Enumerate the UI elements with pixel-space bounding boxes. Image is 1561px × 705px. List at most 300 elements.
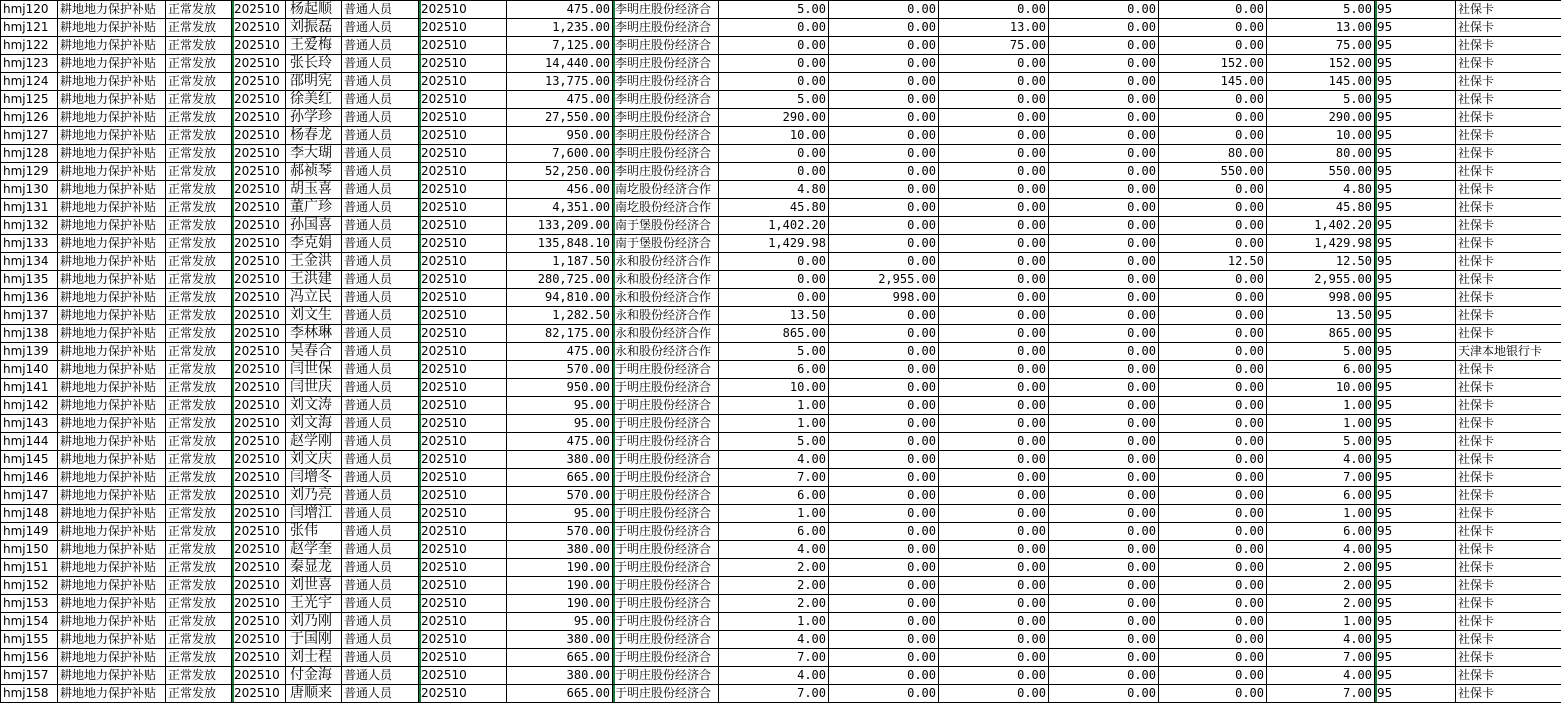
card-cell[interactable]: 社保卡 — [1456, 235, 1561, 253]
id-cell[interactable]: hmj138 — [1, 325, 58, 343]
value2-cell[interactable]: 0.00 — [829, 505, 939, 523]
status-cell[interactable]: 正常发放 — [166, 19, 232, 37]
person-type-cell[interactable]: 普通人员 — [342, 649, 419, 667]
period2-cell[interactable]: 202510 — [419, 91, 507, 109]
value3-cell[interactable]: 13.00 — [939, 19, 1049, 37]
period-cell[interactable]: 202510 — [232, 1, 286, 19]
person-type-cell[interactable]: 普通人员 — [342, 163, 419, 181]
id-cell[interactable]: hmj143 — [1, 415, 58, 433]
person-type-cell[interactable]: 普通人员 — [342, 541, 419, 559]
value4-cell[interactable]: 0.00 — [1049, 487, 1159, 505]
person-type-cell[interactable]: 普通人员 — [342, 361, 419, 379]
code-cell[interactable]: 95 — [1375, 163, 1456, 181]
amount-cell[interactable]: 52,250.00 — [507, 163, 613, 181]
period2-cell[interactable]: 202510 — [419, 613, 507, 631]
value5-cell[interactable]: 0.00 — [1159, 667, 1267, 685]
value3-cell[interactable]: 0.00 — [939, 1, 1049, 19]
card-cell[interactable]: 社保卡 — [1456, 505, 1561, 523]
id-cell[interactable]: hmj156 — [1, 649, 58, 667]
value3-cell[interactable]: 0.00 — [939, 631, 1049, 649]
value4-cell[interactable]: 0.00 — [1049, 55, 1159, 73]
subsidy-cell[interactable]: 耕地地力保护补贴 — [58, 325, 166, 343]
total-cell[interactable]: 75.00 — [1267, 37, 1375, 55]
cooperative-cell[interactable]: 于明庄股份经济合 — [613, 505, 719, 523]
value5-cell[interactable]: 0.00 — [1159, 199, 1267, 217]
subsidy-cell[interactable]: 耕地地力保护补贴 — [58, 217, 166, 235]
person-type-cell[interactable]: 普通人员 — [342, 577, 419, 595]
status-cell[interactable]: 正常发放 — [166, 415, 232, 433]
value1-cell[interactable]: 290.00 — [719, 109, 829, 127]
value2-cell[interactable]: 0.00 — [829, 595, 939, 613]
value1-cell[interactable]: 5.00 — [719, 91, 829, 109]
value1-cell[interactable]: 4.00 — [719, 667, 829, 685]
period2-cell[interactable]: 202510 — [419, 433, 507, 451]
cooperative-cell[interactable]: 南于堡股份经济合 — [613, 217, 719, 235]
id-cell[interactable]: hmj147 — [1, 487, 58, 505]
id-cell[interactable]: hmj142 — [1, 397, 58, 415]
total-cell[interactable]: 12.50 — [1267, 253, 1375, 271]
value1-cell[interactable]: 1.00 — [719, 613, 829, 631]
period-cell[interactable]: 202510 — [232, 505, 286, 523]
value4-cell[interactable]: 0.00 — [1049, 217, 1159, 235]
value5-cell[interactable]: 0.00 — [1159, 109, 1267, 127]
subsidy-cell[interactable]: 耕地地力保护补贴 — [58, 523, 166, 541]
total-cell[interactable]: 4.80 — [1267, 181, 1375, 199]
amount-cell[interactable]: 665.00 — [507, 649, 613, 667]
subsidy-cell[interactable]: 耕地地力保护补贴 — [58, 145, 166, 163]
period-cell[interactable]: 202510 — [232, 523, 286, 541]
subsidy-cell[interactable]: 耕地地力保护补贴 — [58, 55, 166, 73]
cooperative-cell[interactable]: 于明庄股份经济合 — [613, 559, 719, 577]
value3-cell[interactable]: 0.00 — [939, 685, 1049, 703]
period-cell[interactable]: 202510 — [232, 73, 286, 91]
value2-cell[interactable]: 2,955.00 — [829, 271, 939, 289]
card-cell[interactable]: 社保卡 — [1456, 613, 1561, 631]
value1-cell[interactable]: 6.00 — [719, 487, 829, 505]
person-type-cell[interactable]: 普通人员 — [342, 127, 419, 145]
value2-cell[interactable]: 0.00 — [829, 19, 939, 37]
name-cell[interactable]: 付金海 — [286, 667, 342, 685]
value5-cell[interactable]: 0.00 — [1159, 289, 1267, 307]
value3-cell[interactable]: 0.00 — [939, 595, 1049, 613]
period2-cell[interactable]: 202510 — [419, 307, 507, 325]
code-cell[interactable]: 95 — [1375, 361, 1456, 379]
name-cell[interactable]: 李克娟 — [286, 235, 342, 253]
subsidy-cell[interactable]: 耕地地力保护补贴 — [58, 181, 166, 199]
value2-cell[interactable]: 0.00 — [829, 307, 939, 325]
card-cell[interactable]: 社保卡 — [1456, 361, 1561, 379]
value1-cell[interactable]: 865.00 — [719, 325, 829, 343]
name-cell[interactable]: 刘世喜 — [286, 577, 342, 595]
value2-cell[interactable]: 0.00 — [829, 397, 939, 415]
status-cell[interactable]: 正常发放 — [166, 73, 232, 91]
status-cell[interactable]: 正常发放 — [166, 379, 232, 397]
status-cell[interactable]: 正常发放 — [166, 235, 232, 253]
id-cell[interactable]: hmj152 — [1, 577, 58, 595]
name-cell[interactable]: 闫增江 — [286, 505, 342, 523]
value1-cell[interactable]: 4.00 — [719, 541, 829, 559]
value2-cell[interactable]: 0.00 — [829, 487, 939, 505]
status-cell[interactable]: 正常发放 — [166, 325, 232, 343]
value2-cell[interactable]: 0.00 — [829, 667, 939, 685]
code-cell[interactable]: 95 — [1375, 217, 1456, 235]
value2-cell[interactable]: 0.00 — [829, 199, 939, 217]
value5-cell[interactable]: 0.00 — [1159, 649, 1267, 667]
value2-cell[interactable]: 0.00 — [829, 631, 939, 649]
id-cell[interactable]: hmj127 — [1, 127, 58, 145]
status-cell[interactable]: 正常发放 — [166, 271, 232, 289]
value3-cell[interactable]: 0.00 — [939, 667, 1049, 685]
total-cell[interactable]: 4.00 — [1267, 541, 1375, 559]
value3-cell[interactable]: 0.00 — [939, 415, 1049, 433]
code-cell[interactable]: 95 — [1375, 1, 1456, 19]
code-cell[interactable]: 95 — [1375, 73, 1456, 91]
id-cell[interactable]: hmj125 — [1, 91, 58, 109]
value1-cell[interactable]: 5.00 — [719, 433, 829, 451]
period-cell[interactable]: 202510 — [232, 199, 286, 217]
id-cell[interactable]: hmj123 — [1, 55, 58, 73]
amount-cell[interactable]: 570.00 — [507, 487, 613, 505]
total-cell[interactable]: 1.00 — [1267, 397, 1375, 415]
value2-cell[interactable]: 0.00 — [829, 91, 939, 109]
name-cell[interactable]: 秦显龙 — [286, 559, 342, 577]
value4-cell[interactable]: 0.00 — [1049, 433, 1159, 451]
period2-cell[interactable]: 202510 — [419, 595, 507, 613]
period2-cell[interactable]: 202510 — [419, 127, 507, 145]
card-cell[interactable]: 天津本地银行卡 — [1456, 343, 1561, 361]
period2-cell[interactable]: 202510 — [419, 37, 507, 55]
total-cell[interactable]: 2,955.00 — [1267, 271, 1375, 289]
name-cell[interactable]: 孙学珍 — [286, 109, 342, 127]
card-cell[interactable]: 社保卡 — [1456, 649, 1561, 667]
value5-cell[interactable]: 0.00 — [1159, 559, 1267, 577]
value5-cell[interactable]: 0.00 — [1159, 523, 1267, 541]
amount-cell[interactable]: 950.00 — [507, 127, 613, 145]
name-cell[interactable]: 赵学刚 — [286, 433, 342, 451]
name-cell[interactable]: 郝祯琴 — [286, 163, 342, 181]
amount-cell[interactable]: 190.00 — [507, 595, 613, 613]
period2-cell[interactable]: 202510 — [419, 325, 507, 343]
status-cell[interactable]: 正常发放 — [166, 109, 232, 127]
value3-cell[interactable]: 0.00 — [939, 505, 1049, 523]
subsidy-cell[interactable]: 耕地地力保护补贴 — [58, 415, 166, 433]
name-cell[interactable]: 董广珍 — [286, 199, 342, 217]
id-cell[interactable]: hmj136 — [1, 289, 58, 307]
value3-cell[interactable]: 0.00 — [939, 181, 1049, 199]
amount-cell[interactable]: 570.00 — [507, 523, 613, 541]
value5-cell[interactable]: 12.50 — [1159, 253, 1267, 271]
value5-cell[interactable]: 0.00 — [1159, 271, 1267, 289]
cooperative-cell[interactable]: 于明庄股份经济合 — [613, 541, 719, 559]
subsidy-cell[interactable]: 耕地地力保护补贴 — [58, 433, 166, 451]
value4-cell[interactable]: 0.00 — [1049, 379, 1159, 397]
card-cell[interactable]: 社保卡 — [1456, 433, 1561, 451]
value4-cell[interactable]: 0.00 — [1049, 271, 1159, 289]
code-cell[interactable]: 95 — [1375, 523, 1456, 541]
person-type-cell[interactable]: 普通人员 — [342, 415, 419, 433]
amount-cell[interactable]: 4,351.00 — [507, 199, 613, 217]
total-cell[interactable]: 7.00 — [1267, 469, 1375, 487]
name-cell[interactable]: 杨春龙 — [286, 127, 342, 145]
value3-cell[interactable]: 0.00 — [939, 235, 1049, 253]
amount-cell[interactable]: 14,440.00 — [507, 55, 613, 73]
value1-cell[interactable]: 0.00 — [719, 19, 829, 37]
value5-cell[interactable]: 0.00 — [1159, 325, 1267, 343]
subsidy-cell[interactable]: 耕地地力保护补贴 — [58, 37, 166, 55]
cooperative-cell[interactable]: 南圪股份经济合作 — [613, 181, 719, 199]
total-cell[interactable]: 5.00 — [1267, 91, 1375, 109]
cooperative-cell[interactable]: 于明庄股份经济合 — [613, 577, 719, 595]
period-cell[interactable]: 202510 — [232, 379, 286, 397]
value1-cell[interactable]: 6.00 — [719, 361, 829, 379]
id-cell[interactable]: hmj157 — [1, 667, 58, 685]
period2-cell[interactable]: 202510 — [419, 271, 507, 289]
value5-cell[interactable]: 0.00 — [1159, 685, 1267, 703]
subsidy-cell[interactable]: 耕地地力保护补贴 — [58, 271, 166, 289]
value5-cell[interactable]: 0.00 — [1159, 397, 1267, 415]
total-cell[interactable]: 1,402.20 — [1267, 217, 1375, 235]
subsidy-cell[interactable]: 耕地地力保护补贴 — [58, 487, 166, 505]
value2-cell[interactable]: 0.00 — [829, 325, 939, 343]
name-cell[interactable]: 冯立民 — [286, 289, 342, 307]
value3-cell[interactable]: 0.00 — [939, 379, 1049, 397]
card-cell[interactable]: 社保卡 — [1456, 307, 1561, 325]
status-cell[interactable]: 正常发放 — [166, 163, 232, 181]
value3-cell[interactable]: 0.00 — [939, 91, 1049, 109]
value1-cell[interactable]: 7.00 — [719, 469, 829, 487]
code-cell[interactable]: 95 — [1375, 631, 1456, 649]
value1-cell[interactable]: 0.00 — [719, 73, 829, 91]
value1-cell[interactable]: 1,402.20 — [719, 217, 829, 235]
value3-cell[interactable]: 0.00 — [939, 199, 1049, 217]
person-type-cell[interactable]: 普通人员 — [342, 55, 419, 73]
card-cell[interactable]: 社保卡 — [1456, 559, 1561, 577]
amount-cell[interactable]: 27,550.00 — [507, 109, 613, 127]
total-cell[interactable]: 6.00 — [1267, 361, 1375, 379]
value2-cell[interactable]: 0.00 — [829, 613, 939, 631]
total-cell[interactable]: 998.00 — [1267, 289, 1375, 307]
value2-cell[interactable]: 998.00 — [829, 289, 939, 307]
status-cell[interactable]: 正常发放 — [166, 559, 232, 577]
period2-cell[interactable]: 202510 — [419, 397, 507, 415]
person-type-cell[interactable]: 普通人员 — [342, 325, 419, 343]
name-cell[interactable]: 孙国喜 — [286, 217, 342, 235]
status-cell[interactable]: 正常发放 — [166, 343, 232, 361]
amount-cell[interactable]: 95.00 — [507, 505, 613, 523]
amount-cell[interactable]: 380.00 — [507, 631, 613, 649]
name-cell[interactable]: 于国刚 — [286, 631, 342, 649]
period-cell[interactable]: 202510 — [232, 685, 286, 703]
name-cell[interactable]: 赵学奎 — [286, 541, 342, 559]
amount-cell[interactable]: 7,600.00 — [507, 145, 613, 163]
cooperative-cell[interactable]: 永和股份经济合作 — [613, 307, 719, 325]
status-cell[interactable]: 正常发放 — [166, 451, 232, 469]
value4-cell[interactable]: 0.00 — [1049, 469, 1159, 487]
value4-cell[interactable]: 0.00 — [1049, 73, 1159, 91]
status-cell[interactable]: 正常发放 — [166, 469, 232, 487]
period2-cell[interactable]: 202510 — [419, 487, 507, 505]
subsidy-cell[interactable]: 耕地地力保护补贴 — [58, 397, 166, 415]
value1-cell[interactable]: 13.50 — [719, 307, 829, 325]
value4-cell[interactable]: 0.00 — [1049, 577, 1159, 595]
card-cell[interactable]: 社保卡 — [1456, 73, 1561, 91]
status-cell[interactable]: 正常发放 — [166, 631, 232, 649]
period-cell[interactable]: 202510 — [232, 559, 286, 577]
cooperative-cell[interactable]: 李明庄股份经济合 — [613, 73, 719, 91]
code-cell[interactable]: 95 — [1375, 451, 1456, 469]
value4-cell[interactable]: 0.00 — [1049, 505, 1159, 523]
value1-cell[interactable]: 2.00 — [719, 577, 829, 595]
value1-cell[interactable]: 5.00 — [719, 1, 829, 19]
period-cell[interactable]: 202510 — [232, 289, 286, 307]
value2-cell[interactable]: 0.00 — [829, 559, 939, 577]
value5-cell[interactable]: 0.00 — [1159, 361, 1267, 379]
code-cell[interactable]: 95 — [1375, 433, 1456, 451]
amount-cell[interactable]: 13,775.00 — [507, 73, 613, 91]
cooperative-cell[interactable]: 于明庄股份经济合 — [613, 667, 719, 685]
id-cell[interactable]: hmj126 — [1, 109, 58, 127]
total-cell[interactable]: 13.50 — [1267, 307, 1375, 325]
person-type-cell[interactable]: 普通人员 — [342, 37, 419, 55]
person-type-cell[interactable]: 普通人员 — [342, 451, 419, 469]
person-type-cell[interactable]: 普通人员 — [342, 667, 419, 685]
name-cell[interactable]: 胡玉喜 — [286, 181, 342, 199]
total-cell[interactable]: 4.00 — [1267, 667, 1375, 685]
cooperative-cell[interactable]: 永和股份经济合作 — [613, 271, 719, 289]
period-cell[interactable]: 202510 — [232, 451, 286, 469]
id-cell[interactable]: hmj148 — [1, 505, 58, 523]
status-cell[interactable]: 正常发放 — [166, 505, 232, 523]
person-type-cell[interactable]: 普通人员 — [342, 181, 419, 199]
subsidy-cell[interactable]: 耕地地力保护补贴 — [58, 667, 166, 685]
value2-cell[interactable]: 0.00 — [829, 433, 939, 451]
period-cell[interactable]: 202510 — [232, 667, 286, 685]
period-cell[interactable]: 202510 — [232, 271, 286, 289]
amount-cell[interactable]: 950.00 — [507, 379, 613, 397]
total-cell[interactable]: 6.00 — [1267, 487, 1375, 505]
cooperative-cell[interactable]: 永和股份经济合作 — [613, 343, 719, 361]
card-cell[interactable]: 社保卡 — [1456, 469, 1561, 487]
id-cell[interactable]: hmj154 — [1, 613, 58, 631]
value5-cell[interactable]: 0.00 — [1159, 577, 1267, 595]
value4-cell[interactable]: 0.00 — [1049, 541, 1159, 559]
value1-cell[interactable]: 0.00 — [719, 55, 829, 73]
period-cell[interactable]: 202510 — [232, 19, 286, 37]
value1-cell[interactable]: 4.00 — [719, 631, 829, 649]
amount-cell[interactable]: 1,282.50 — [507, 307, 613, 325]
name-cell[interactable]: 王洪建 — [286, 271, 342, 289]
value1-cell[interactable]: 0.00 — [719, 253, 829, 271]
card-cell[interactable]: 社保卡 — [1456, 379, 1561, 397]
id-cell[interactable]: hmj130 — [1, 181, 58, 199]
value1-cell[interactable]: 0.00 — [719, 145, 829, 163]
code-cell[interactable]: 95 — [1375, 289, 1456, 307]
value3-cell[interactable]: 0.00 — [939, 109, 1049, 127]
status-cell[interactable]: 正常发放 — [166, 307, 232, 325]
cooperative-cell[interactable]: 李明庄股份经济合 — [613, 163, 719, 181]
value4-cell[interactable]: 0.00 — [1049, 37, 1159, 55]
period-cell[interactable]: 202510 — [232, 631, 286, 649]
value2-cell[interactable]: 0.00 — [829, 379, 939, 397]
total-cell[interactable]: 550.00 — [1267, 163, 1375, 181]
subsidy-cell[interactable]: 耕地地力保护补贴 — [58, 109, 166, 127]
period2-cell[interactable]: 202510 — [419, 289, 507, 307]
value1-cell[interactable]: 4.00 — [719, 451, 829, 469]
subsidy-cell[interactable]: 耕地地力保护补贴 — [58, 379, 166, 397]
card-cell[interactable]: 社保卡 — [1456, 685, 1561, 703]
period2-cell[interactable]: 202510 — [419, 379, 507, 397]
cooperative-cell[interactable]: 永和股份经济合作 — [613, 289, 719, 307]
value2-cell[interactable]: 0.00 — [829, 685, 939, 703]
card-cell[interactable]: 社保卡 — [1456, 631, 1561, 649]
period-cell[interactable]: 202510 — [232, 217, 286, 235]
value5-cell[interactable]: 0.00 — [1159, 235, 1267, 253]
cooperative-cell[interactable]: 永和股份经济合作 — [613, 253, 719, 271]
id-cell[interactable]: hmj129 — [1, 163, 58, 181]
value4-cell[interactable]: 0.00 — [1049, 289, 1159, 307]
value2-cell[interactable]: 0.00 — [829, 451, 939, 469]
value4-cell[interactable]: 0.00 — [1049, 343, 1159, 361]
cooperative-cell[interactable]: 李明庄股份经济合 — [613, 55, 719, 73]
value5-cell[interactable]: 0.00 — [1159, 433, 1267, 451]
id-cell[interactable]: hmj128 — [1, 145, 58, 163]
cooperative-cell[interactable]: 李明庄股份经济合 — [613, 109, 719, 127]
card-cell[interactable]: 社保卡 — [1456, 127, 1561, 145]
status-cell[interactable]: 正常发放 — [166, 289, 232, 307]
value4-cell[interactable]: 0.00 — [1049, 559, 1159, 577]
total-cell[interactable]: 1.00 — [1267, 505, 1375, 523]
value2-cell[interactable]: 0.00 — [829, 127, 939, 145]
subsidy-cell[interactable]: 耕地地力保护补贴 — [58, 469, 166, 487]
period2-cell[interactable]: 202510 — [419, 19, 507, 37]
value5-cell[interactable]: 0.00 — [1159, 37, 1267, 55]
value4-cell[interactable]: 0.00 — [1049, 415, 1159, 433]
amount-cell[interactable]: 475.00 — [507, 343, 613, 361]
id-cell[interactable]: hmj144 — [1, 433, 58, 451]
amount-cell[interactable]: 380.00 — [507, 451, 613, 469]
person-type-cell[interactable]: 普通人员 — [342, 217, 419, 235]
status-cell[interactable]: 正常发放 — [166, 577, 232, 595]
period2-cell[interactable]: 202510 — [419, 649, 507, 667]
amount-cell[interactable]: 82,175.00 — [507, 325, 613, 343]
name-cell[interactable]: 杨起顺 — [286, 1, 342, 19]
subsidy-cell[interactable]: 耕地地力保护补贴 — [58, 289, 166, 307]
value4-cell[interactable]: 0.00 — [1049, 91, 1159, 109]
id-cell[interactable]: hmj121 — [1, 19, 58, 37]
card-cell[interactable]: 社保卡 — [1456, 595, 1561, 613]
value3-cell[interactable]: 0.00 — [939, 559, 1049, 577]
id-cell[interactable]: hmj153 — [1, 595, 58, 613]
subsidy-cell[interactable]: 耕地地力保护补贴 — [58, 199, 166, 217]
cooperative-cell[interactable]: 于明庄股份经济合 — [613, 415, 719, 433]
value1-cell[interactable]: 6.00 — [719, 523, 829, 541]
subsidy-cell[interactable]: 耕地地力保护补贴 — [58, 685, 166, 703]
value1-cell[interactable]: 0.00 — [719, 289, 829, 307]
value4-cell[interactable]: 0.00 — [1049, 397, 1159, 415]
period2-cell[interactable]: 202510 — [419, 415, 507, 433]
code-cell[interactable]: 95 — [1375, 199, 1456, 217]
total-cell[interactable]: 4.00 — [1267, 631, 1375, 649]
person-type-cell[interactable]: 普通人员 — [342, 487, 419, 505]
period-cell[interactable]: 202510 — [232, 91, 286, 109]
amount-cell[interactable]: 1,187.50 — [507, 253, 613, 271]
period2-cell[interactable]: 202510 — [419, 541, 507, 559]
id-cell[interactable]: hmj141 — [1, 379, 58, 397]
value4-cell[interactable]: 0.00 — [1049, 685, 1159, 703]
value3-cell[interactable]: 0.00 — [939, 325, 1049, 343]
status-cell[interactable]: 正常发放 — [166, 433, 232, 451]
total-cell[interactable]: 5.00 — [1267, 343, 1375, 361]
